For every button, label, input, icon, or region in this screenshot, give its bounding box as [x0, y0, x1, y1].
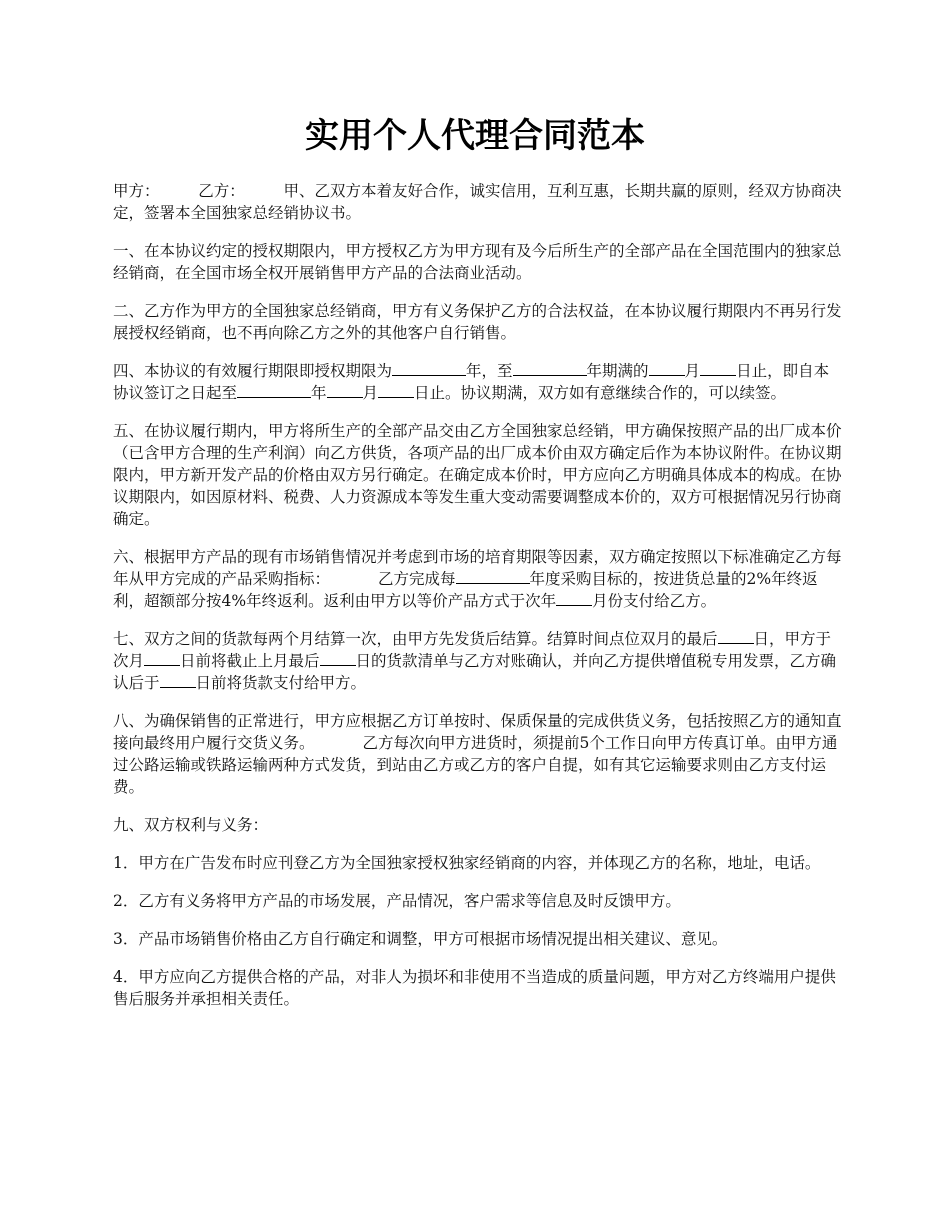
blank-line [378, 383, 414, 398]
paragraph-clause-2: 二、乙方作为甲方的全国独家总经销商，甲方有义务保护乙方的合法权益，在本协议履行期限内不再另行发展授权经销商，也不再向除乙方之外的其他客户自行销售。 [113, 302, 842, 342]
blank-line [556, 591, 592, 606]
paragraph-item-3: 3．产品市场销售价格由乙方自行确定和调整，甲方可根据市场情况提出相关建议、意见。 [113, 930, 728, 948]
clause-8-text-b: 乙方每次向甲方进货时，须提前5个工作日向甲方传真订单。由甲方通过公路运输或铁路运输两种方式发货，到站由乙方或乙方的客户自提，如有其它运输要求则由乙方支付运费。 [113, 734, 838, 796]
paragraph-item-1: 1．甲方在广告发布时应刊登乙方为全国独家授权独家经销商的内容，并体现乙方的名称，地址，电话。 [113, 854, 821, 872]
clause-7-text-b: 日，甲方于次月 [113, 630, 832, 670]
clause-8-text-a: 八、为确保销售的正常进行，甲方应根据乙方订单按时、保质保量的完成供货义务，包括按照乙方的通知直接向最终用户履行交货义务。 [113, 712, 842, 752]
blank-line [456, 569, 530, 584]
blank-line [237, 383, 311, 398]
paragraph-clause-5: 五、在协议履行期内，甲方将所生产的全部产品交由乙方全国独家总经销，甲方确保按照产品的出厂成本价（已含甲方合理的生产利润）向乙方供货，各项产品的出厂成本价由双方确定后作为本协议附件。在协议期限内，甲方新开发产品的价格由双方另行确定。在确定成本价时，甲方应向乙方明确具体成本的构成。在协议期限内，如因原材料、税费、人力资源成本等发生重大变动需要调整成本价的，双方可根据情况另行协商确定。 [113, 422, 842, 528]
paragraph-item-2: 2．乙方有义务将甲方产品的市场发展，产品情况，客户需求等信息及时反馈甲方。 [113, 892, 681, 910]
paragraph-clause-1: 一、在本协议约定的授权期限内，甲方授权乙方为甲方现有及今后所生产的全部产品在全国范围内的独家总经销商，在全国市场全权开展销售甲方产品的合法商业活动。 [113, 242, 842, 282]
clause-4-text-g: 月 [362, 384, 379, 402]
paragraph-clause-8 [113, 710, 843, 798]
clause-4-text-e: 日止，即自本协议签订之日起至 [113, 362, 830, 402]
clause-6-text-d: 月份支付给乙方。 [592, 592, 717, 610]
blank-line [700, 361, 736, 376]
blank-line [649, 361, 685, 376]
paragraph-clause-6 [113, 546, 843, 612]
blank-line [160, 673, 196, 688]
paragraph-clause-4 [113, 360, 843, 404]
clause-6-text-c: 年度采购目标的，按进货总量的2%年终返利，超额部分按4%年终返利。返利由甲方以等价产品方式于次年 [113, 570, 818, 610]
clause-7-text-e: 日前将货款支付给甲方。 [195, 674, 367, 692]
document-title: 实用个人代理合同范本 [305, 116, 645, 156]
paragraph-item-4: 4．甲方应向乙方提供合格的产品，对非人为损坏和非使用不当造成的质量问题，甲方对乙方终端用户提供售后服务并承担相关责任。 [113, 968, 836, 1008]
clause-7-text-c: 日前将截止上月最后 [180, 652, 320, 670]
clause-6-text-a: 六、根据甲方产品的现有市场销售情况并考虑到市场的培育期限等因素，双方确定按照以下标准确定乙方每年从甲方完成的产品采购指标： [113, 548, 842, 588]
paragraph-preamble: 甲方： 乙方： 甲、乙双方本着友好合作，诚实信用，互利互惠，长期共赢的原则，经双方协商决定，签署本全国独家总经销协议书。 [113, 182, 842, 222]
clause-4-text-d: 月 [684, 362, 701, 380]
clause-4-text-a: 四、本协议的有效履行期限即授权期限为 [113, 362, 393, 380]
blank-line [144, 651, 180, 666]
blank-line [327, 383, 363, 398]
paragraph-clause-9-heading: 九、双方权利与义务： [113, 816, 269, 834]
blank-line [392, 361, 466, 376]
clause-4-text-h: 日止。协议期满，双方如有意继续合作的，可以续签。 [414, 384, 787, 402]
clause-7-text-a: 七、双方之间的货款每两个月结算一次，由甲方先发货后结算。结算时间点位双月的最后 [113, 630, 718, 648]
document-body [113, 180, 843, 1026]
clause-7-text-d: 日的货款清单与乙方对账确认，并向乙方提供增值税专用发票，乙方确认后于 [113, 652, 837, 692]
clause-4-text-f: 年 [311, 384, 327, 402]
clause-4-text-c: 年期满的 [586, 362, 649, 380]
blank-line [718, 629, 754, 644]
blank-line [513, 361, 587, 376]
clause-4-text-b: 年，至 [466, 362, 513, 380]
clause-6-text-b: 乙方完成每 [378, 570, 456, 588]
blank-line [320, 651, 356, 666]
paragraph-clause-7 [113, 628, 843, 694]
